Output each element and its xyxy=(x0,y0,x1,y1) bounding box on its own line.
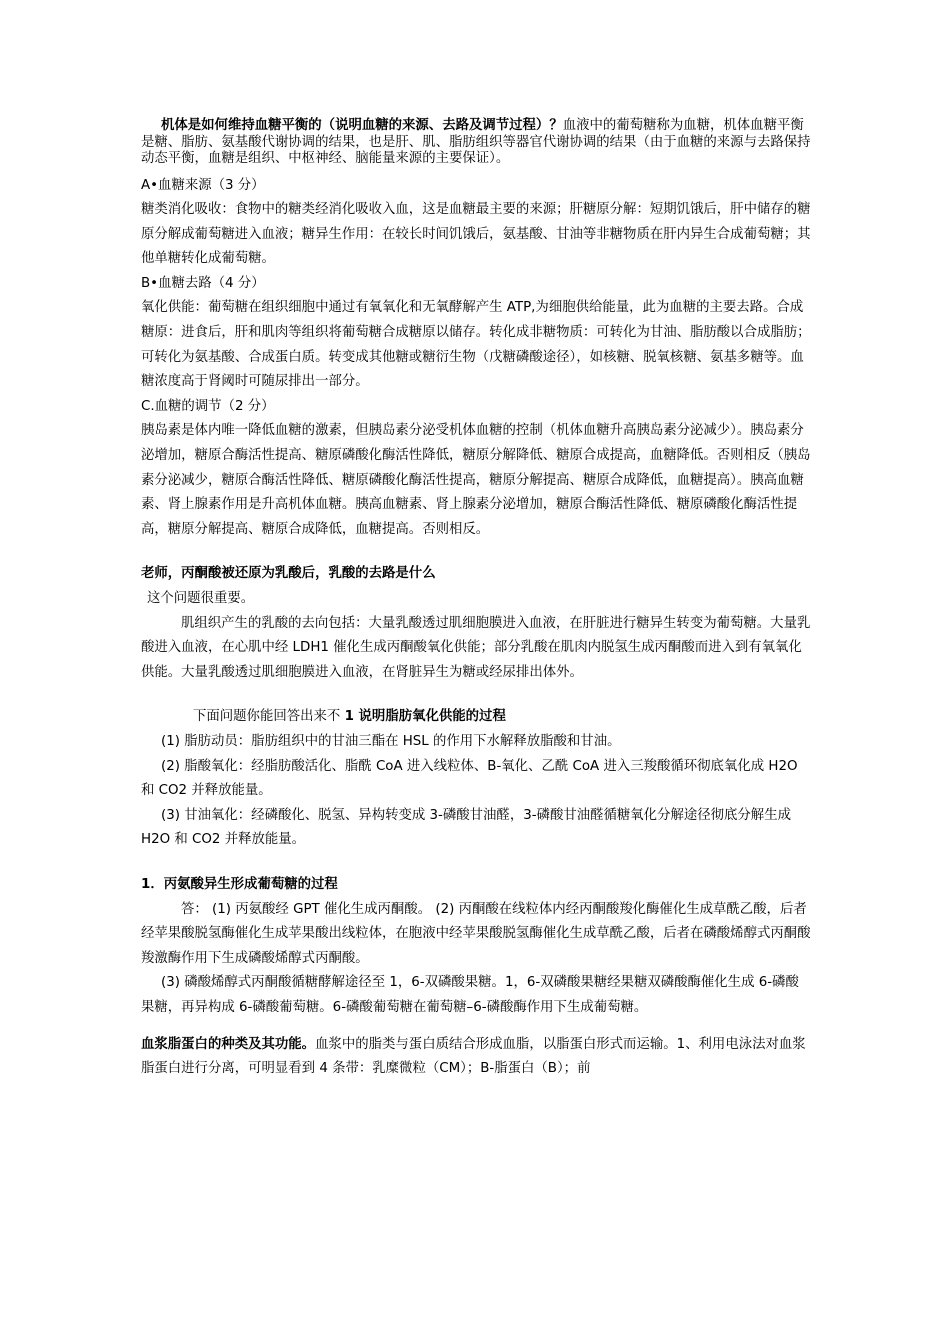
fat-oxidation-item-3: (3) 甘油氧化：经磷酸化、脱氢、异构转变成 3-磷酸甘油醛，3-磷酸甘油醛循糖氧化分解途径彻底分解生成 H2O 和 CO2 并释放能量。 xyxy=(141,807,791,848)
blood-sugar-fate-heading: B•血糖去路（4 分） xyxy=(141,275,265,291)
lactate-question: 老师，丙酮酸被还原为乳酸后，乳酸的去路是什么 xyxy=(141,566,436,582)
blood-sugar-source-heading: A•血糖来源（3 分） xyxy=(141,177,265,193)
fat-oxidation-question: 1 说明脂肪氧化供能的过程 xyxy=(344,709,506,725)
fat-oxidation-item-1: (1) 脂肪动员：脂肪组织中的甘油三酯在 HSL 的作用下水解释放脂酸和甘油。 xyxy=(161,733,621,749)
alanine-step-3: (3) 磷酸烯醇式丙酮酸循糖酵解途径至 1，6-双磷酸果糖。1，6-双磷酸果糖经果糖双磷酸酶催化生成 6-磷酸果糖，再异构成 6-磷酸葡萄糖。6-磷酸葡萄糖在葡萄糖–6-磷酸酶作用下生成葡萄糖。 xyxy=(141,975,799,1015)
alanine-heading: 1．丙氨酸异生形成葡萄糖的过程 xyxy=(141,876,338,892)
alanine-answer xyxy=(141,898,811,972)
alanine-answer-label: 答： xyxy=(181,901,208,917)
lipoprotein-paragraph xyxy=(141,1033,811,1082)
blood-sugar-fate-text: 氧化供能：葡萄糖在组织细胞中通过有氧氧化和无氧酵解产生 ATP,为细胞供给能量，此为血糖的主要去路。合成糖原：进食后，肝和肌肉等组织将葡萄糖合成糖原以储存。转化成非糖物质：可转化为甘油、脂肪酸以合成脂肪；可转化为氨基酸、合成蛋白质。转变成其他糖或糖衍生物（戊糖磷酸途径），如核糖、脱氧核糖、氨基多糖等。血糖浓度高于肾阈时可随尿排出一部分。 xyxy=(141,300,811,390)
blood-sugar-regulation-heading: C.血糖的调节（2 分） xyxy=(141,398,275,414)
lactate-remark: 这个问题很重要。 xyxy=(147,591,255,606)
blood-sugar-question: 机体是如何维持血糖平衡的（说明血糖的来源、去路及调节过程）？ xyxy=(161,118,563,133)
lipoprotein-heading: 血浆脂蛋白的种类及其功能。 xyxy=(141,1036,316,1052)
alanine-answer-text: (1) 丙氨酸经 GPT 催化生成丙酮酸。 (2) 丙酮酸在线粒体内经丙酮酸羧化酶催化生成草酰乙酸，后者经苹果酸脱氢酶催化生成苹果酸出线粒体，在胞液中经苹果酸脱氢酶催化生成草酰乙酸，后者在磷酸烯醇式丙酮酸羧激酶作用下生成磷酸烯醇式丙酮酸。 xyxy=(141,901,811,966)
fat-oxidation-prompt xyxy=(141,705,811,730)
fat-oxidation-item-2: (2) 脂酸氧化：经脂肪酸活化、脂酰 CoA 进入线粒体、B-氧化、乙酰 CoA 进入三羧酸循环彻底氧化成 H2O 和 CO2 并释放能量。 xyxy=(141,758,798,799)
blood-sugar-regulation-text: 胰岛素是体内唯一降低血糖的激素，但胰岛素分泌受机体血糖的控制（机体血糖升高胰岛素分泌减少）。胰岛素分泌增加，糖原合酶活性提高、糖原磷酸化酶活性降低，糖原分解降低、糖原合成提高，血糖降低。否则相反（胰岛素分泌减少，糖原合酶活性降低、糖原磷酸化酶活性提高，糖原分解提高、糖原合成降低，血糖提高）。胰高血糖素、肾上腺素作用是升高机体血糖。胰高血糖素、肾上腺素分泌增加，糖原合酶活性降低、糖原磷酸化酶活性提高，糖原分解提高、糖原合成降低，血糖提高。否则相反。 xyxy=(141,423,811,537)
fat-oxidation-lead: 下面问题你能回答出来不 xyxy=(193,709,345,725)
blood-sugar-intro xyxy=(141,118,811,168)
lipoprotein-text: 血浆中的脂类与蛋白质结合形成血脂，以脂蛋白形式而运输。1、利用电泳法对血浆脂蛋白进行分离，可明显看到 4 条带：乳糜微粒（CM）；B-脂蛋白（B）；前 xyxy=(141,1036,806,1077)
blood-sugar-intro-text: 血液中的葡萄糖称为血糖，机体血糖平衡是糖、脂肪、氨基酸代谢协调的结果，也是肝、肌、脂肪组织等器官代谢协调的结果（由于血糖的来源与去路保持动态平衡，血糖是组织、中枢神经、脑能量来源的主要保证）。 xyxy=(141,118,811,166)
document-page xyxy=(141,118,811,1082)
lactate-answer: 肌组织产生的乳酸的去向包括：大量乳酸透过肌细胞膜进入血液，在肝脏进行糖异生转变为葡萄糖。大量乳酸进入血液，在心肌中经 LDH1 催化生成丙酮酸氧化供能；部分乳酸在肌肉内脱氢生成丙酮酸而进入到有氧氧化供能。大量乳酸透过肌细胞膜进入血液，在肾脏异生为糖或经尿排出体外。 xyxy=(141,615,811,680)
blood-sugar-source-text: 糖类消化吸收：食物中的糖类经消化吸收入血，这是血糖最主要的来源；肝糖原分解：短期饥饿后，肝中储存的糖原分解成葡萄糖进入血液；糖异生作用：在较长时间饥饿后，氨基酸、甘油等非糖物质在肝内异生合成葡萄糖；其他单糖转化成葡萄糖。 xyxy=(141,202,811,267)
